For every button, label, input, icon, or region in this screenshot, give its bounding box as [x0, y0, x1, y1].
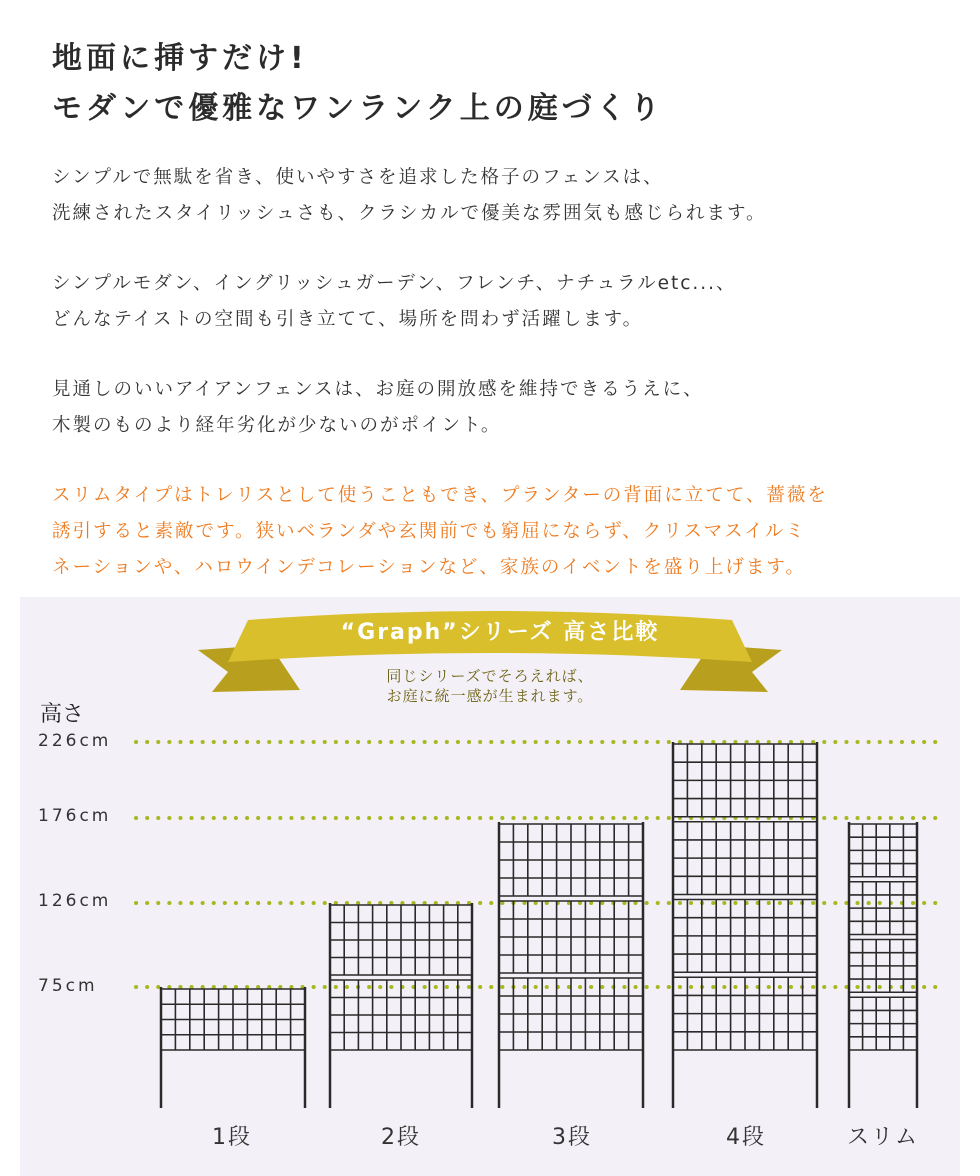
y-tick-label: 226cm	[38, 731, 112, 751]
category-label-slim: スリム	[846, 1125, 920, 1150]
fence-bar-1	[161, 987, 305, 1108]
category-label-2dan: 2段	[381, 1125, 421, 1150]
fence-bar-2	[330, 903, 472, 1108]
category-label-4dan: 4段	[726, 1125, 766, 1150]
paragraph-line: どんなテイストの空間も引き立てて、場所を問わず活躍します。	[52, 309, 644, 330]
paragraph-line: 木製のものより経年劣化が少ないのがポイント。	[52, 415, 502, 436]
y-tick-label: 126cm	[38, 891, 112, 911]
paragraph-line: シンプルで無駄を省き、使いやすさを追求した格子のフェンスは、	[52, 167, 664, 188]
y-tick-label: 176cm	[38, 806, 112, 826]
banner-title: “Graph”シリーズ 高さ比較	[340, 620, 660, 645]
category-label-1dan: 1段	[212, 1125, 252, 1150]
paragraph-line: 誘引すると素敵です。狭いベランダや玄関前でも窮屈にならず、クリスマスイルミ	[52, 521, 806, 542]
y-axis-label: 高さ	[40, 702, 85, 727]
y-tick-label: 75cm	[38, 976, 98, 996]
banner-subtitle-line: お庭に統一感が生まれます。	[386, 687, 594, 705]
banner-subtitle-line: 同じシリーズでそろえれば、	[386, 667, 594, 685]
paragraph-line: スリムタイプはトレリスとして使うこともでき、プランターの背面に立てて、薔薇を	[52, 485, 828, 506]
fence-bar-3	[499, 822, 643, 1108]
heading-line-2: モダンで優雅なワンランク上の庭づくり	[52, 91, 664, 126]
heading-line-1: 地面に挿すだけ!	[52, 41, 308, 76]
paragraph-line: ネーションや、ハロウインデコレーションなど、家族のイベントを盛り上げます。	[52, 557, 806, 578]
paragraph-line: シンプルモダン、イングリッシュガーデン、フレンチ、ナチュラルetc...、	[52, 273, 737, 294]
fence-bar-4	[673, 742, 817, 1108]
paragraph-line: 洗練されたスタイリッシュさも、クラシカルで優美な雰囲気も感じられます。	[52, 203, 767, 224]
category-label-3dan: 3段	[552, 1125, 592, 1150]
paragraph-line: 見通しのいいアイアンフェンスは、お庭の開放感を維持できるうえに、	[52, 379, 704, 400]
fence-bar-5	[849, 822, 917, 1108]
